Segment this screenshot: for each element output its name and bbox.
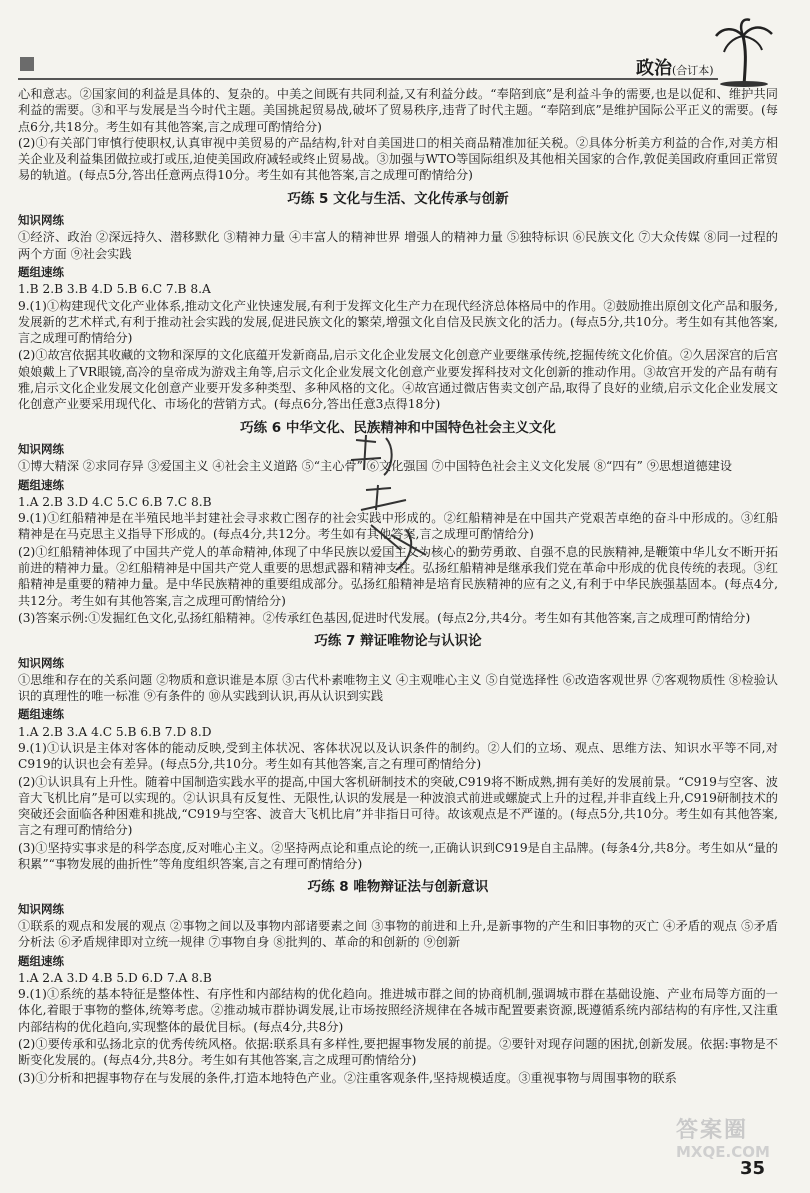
knowledge-network-label: 知识网练 <box>18 441 64 456</box>
header-rule <box>18 78 718 80</box>
knowledge-network: ①经济、政治 ②深远持久、潜移默化 ③精神力量 ④丰富人的精神世界 增强人的精神力量 ⑤独特标识 ⑥民族文化 ⑦大众传媒 ⑧同一过程的两个方面 ⑨社会实践 <box>18 230 778 261</box>
watermark: 答案圈 <box>676 1118 749 1143</box>
answer-paragraph: (3)①坚持实事求是的科学态度,反对唯心主义。②坚持两点论和重点论的统一,正确认识到C919是自主品牌。(每条4分,共8分。考生如从“量的积累”“事物发展的曲折性”等角度组织答案,言之有理可酌情给分) <box>18 840 778 872</box>
answer-paragraph: 9.(1)①系统的基本特征是整体性、有序性和内部结构的优化趋向。推进城市群之间的协商机制,强调城市群在基础设施、产业布局等方面的一体化,着眼于事物的整体,统筹考虑。②推动城市群协调发展,让市场按照经济规律在各城市配置要素资源,既遵循系统内部结构的有序性,又注重内部结构的优化趋向,实现整体的最优目标。(每点4分,共8分) <box>18 987 778 1034</box>
header-edition: (合订本) <box>672 64 714 77</box>
answer-paragraph: 9.(1)①认识是主体对客体的能动反映,受到主体状况、客体状况以及认识条件的制约。②人们的立场、观点、思维方法、知识水平等不同,对C919的认识也会有差异。(每点5分,共10分。考生如有其他答案,言之有理可酌情给分) <box>18 740 778 772</box>
section-title: 巧练 8 唯物辩证法与创新意识 <box>307 879 489 896</box>
answer-paragraph: (2)①认识具有上升性。随着中国制造实践水平的提高,中国大客机研制技术的突破,C919将不断成熟,拥有美好的发展前景。“C919与空客、波音大飞机比肩”是可以实现的。②认识具有反复性、无限性,认识的发展是一种波浪式前进或螺旋式上升的过程,并非直线上升,C919研制技术的突破还会面临各种困难和挑战,“C919与空客、波音大飞机比肩”并非指日可待。故该观点是不严谨的。(每点5分,共10分。考生如有其他答案,言之有理可酌情给分) <box>18 774 778 838</box>
quick-drill-label: 题组速练 <box>18 953 64 968</box>
section-title: 巧练 7 辩证唯物论与认识论 <box>314 633 482 650</box>
intro-paragraph-2: (2)①有关部门审慎行使职权,认真审视中美贸易的产品结构,针对自美国进口的相关商品精准加征关税。②具体分析美方利益的合作,对美方相关企业及利益集团做拉或打或压,迫使美国政府减轻或终止贸易战。③加强与WTO等国际组织及其他相关国家的合作,敦促美国政府重回正常贸易的轨道。(每点5分,答出任意两点得10分。考生如有其他答案,言之成理可酌情给分) <box>18 135 778 183</box>
knowledge-network: ①博大精深 ②求同存异 ③爱国主义 ④社会主义道路 ⑤“主心骨” ⑥文化强国 ⑦中国特色社会主义文化发展 ⑧“四有” ⑨思想道德建设 <box>18 459 733 474</box>
answer-paragraph: (3)答案示例:①发掘红色文化,弘扬红船精神。②传承红色基因,促进时代发展。(每点2分,共4分。考生如有其他答案,言之成理可酌情给分) <box>18 610 751 625</box>
quick-drill-label: 题组速练 <box>18 264 64 279</box>
choice-answers: 1.B 2.B 3.B 4.D 5.B 6.C 7.B 8.A <box>18 282 211 297</box>
knowledge-network: ①联系的观点和发展的观点 ②事物之间以及事物内部诸要素之间 ③事物的前进和上升,是新事物的产生和旧事物的灭亡 ④矛盾的观点 ⑤矛盾分析法 ⑥矛盾规律即对立统一规律 ⑦事物自身 ⑧批判的、革命的和创新的 ⑨创新 <box>18 918 778 950</box>
answer-paragraph: (3)①分析和把握事物存在与发展的条件,打造本地特色产业。②注重客观条件,坚持规模适度。③重视事物与周围事物的联系 <box>18 1070 677 1085</box>
section-title: 巧练 5 文化与生活、文化传承与创新 <box>287 190 509 207</box>
knowledge-network-label: 知识网练 <box>18 901 64 916</box>
knowledge-network: ①思维和存在的关系问题 ②物质和意识谁是本原 ③古代朴素唯物主义 ④主观唯心主义 ⑤自觉选择性 ⑥改造客观世界 ⑦客观物质性 ⑧检验认识的真理性的唯一标准 ⑨有条件的 ⑩从实践到认识,再从认识到实践 <box>18 672 778 704</box>
choice-answers: 1.A 2.B 3.A 4.C 5.B 6.B 7.D 8.D <box>18 724 212 739</box>
answer-paragraph: (2)①要传承和弘扬北京的优秀传统风格。依据:联系具有多样性,要把握事物发展的前提。②要针对现存问题的困扰,创新发展。依据:事物是不断变化发展的。(每点4分,共8分。考生如有其他答案,言之成理可酌情给分) <box>18 1037 778 1068</box>
answer-paragraph: 9.(1)①红船精神是在半殖民地半封建社会寻求救亡图存的社会实践中形成的。②红船精神是在中国共产党艰苦卓绝的奋斗中形成的。③红船精神是在马克思主义指导下形成的。(每点4分,共12分。考生如有其他答案,言之成理可酌情给分) <box>18 511 778 542</box>
answer-paragraph: 9.(1)①构建现代文化产业体系,推动文化产业快速发展,有利于发挥文化生产力在现代经济总体格局中的作用。②鼓励推出原创文化产品和服务,发展新的艺术样式,有利于推动社会实践的发展,促进民族文化的繁荣,增强文化自信及民族文化的活力。(每点5分,共10分。考生如有其他答案,言之成理可酌情给分) <box>18 298 778 346</box>
header-title <box>636 54 714 80</box>
quick-drill-label: 题组速练 <box>18 707 64 722</box>
handwritten-stamp <box>336 430 446 580</box>
knowledge-network-label: 知识网练 <box>18 213 64 228</box>
choice-answers: 1.A 2.A 3.D 4.B 5.D 6.D 7.A 8.B <box>18 970 212 985</box>
header-subject: 政治 <box>636 58 672 79</box>
page-number: 35 <box>740 1158 766 1179</box>
watermark-url: MXQE.COM <box>676 1143 770 1161</box>
corner-mark <box>20 57 34 71</box>
answer-paragraph: (2)①故宫依据其收藏的文物和深厚的文化底蕴开发新商品,启示文化企业发展文化创意产业要继承传统,挖掘传统文化价值。②久居深宫的后宫娘娘戴上了VR眼镜,高冷的皇帝成为游戏主角等,启示文化企业发展文化创意产业要发挥科技对文化创新的推动作用。③故宫开发的产品有萌有雅,启示文化企业发展文化创意产业要开发多种类型、多种风格的文化。④故宫通过微店售卖文创产品,取得了良好的业绩,启示文化企业发展文化创意产业要采用现代化、市场化的营销方式。(每点6分,答出任意3点得18分) <box>18 348 778 412</box>
intro-paragraph-1: 心和意志。②国家间的利益是具体的、复杂的。中美之间既有共同利益,又有利益分歧。“奉陪到底”是利益斗争的需要,也是以促和、维护共同利益的需要。③和平与发展是当今时代主题。美国挑起贸易战,破坏了贸易秩序,违背了时代主题。“奉陪到底”是维护国际公平正义的需要。(每点6分,共18分。考生如有其他答案,言之成理可酌情给分) <box>18 87 778 134</box>
knowledge-network-label: 知识网练 <box>18 655 64 670</box>
palm-tree-icon <box>714 18 774 88</box>
quick-drill-label: 题组速练 <box>18 477 64 492</box>
choice-answers: 1.A 2.B 3.D 4.C 5.C 6.B 7.C 8.B <box>18 494 212 509</box>
content-body <box>18 86 778 1087</box>
section-title: 巧练 6 中华文化、民族精神和中国特色社会主义文化 <box>240 419 556 436</box>
answer-paragraph: (2)①红船精神体现了中国共产党人的革命精神,体现了中华民族以爱国主义为核心的勤劳勇敢、自强不息的民族精神,是鞭策中华儿女不断开拓前进的精神力量。②红船精神是中国共产党人重要的思想武器和精神支柱。弘扬红船精神是继承我们党在革命中形成的优良传统的表现。③红船精神是重要的精神力量。是中华民族精神的重要组成部分。弘扬红船精神是培育民族精神的应有之义,有利于中华民族强基固本。(每点4分,共12分。考生如有其他答案,言之成理可酌情给分) <box>18 544 778 608</box>
